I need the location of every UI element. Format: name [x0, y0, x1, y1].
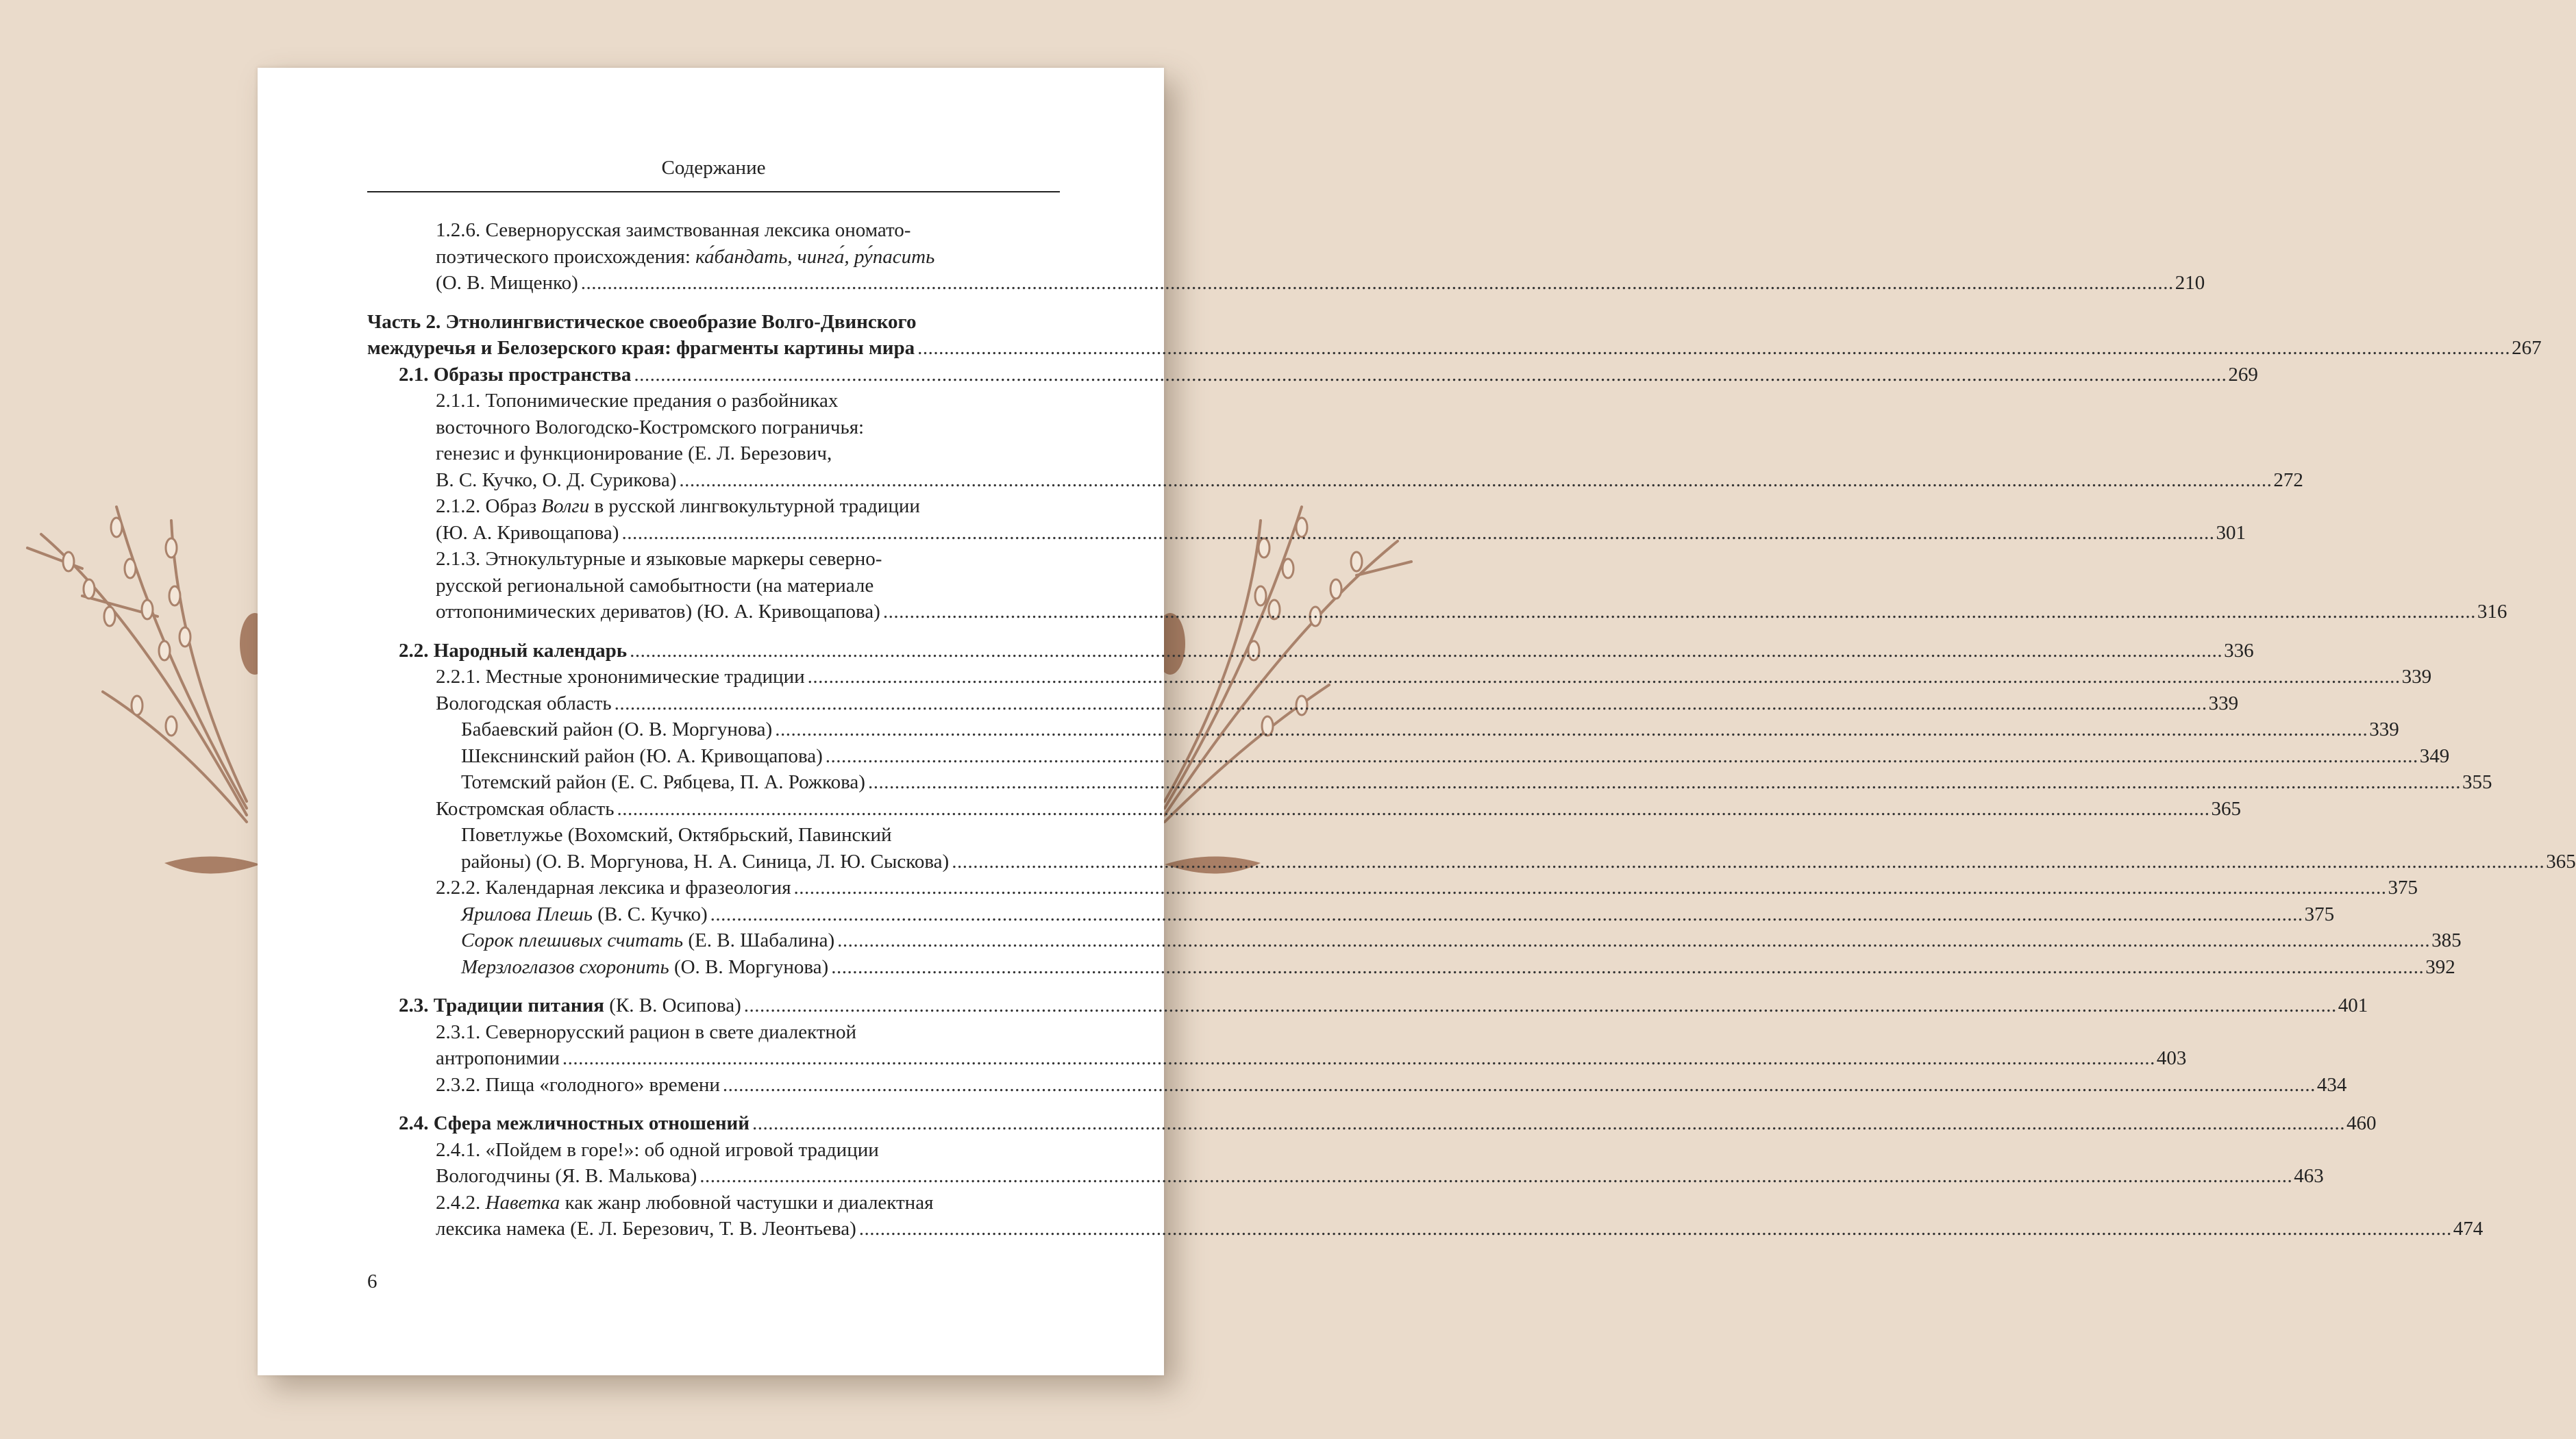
toc-entry [367, 546, 2507, 625]
toc-entry-last-line [399, 362, 2258, 388]
toc-entry-last-line [461, 849, 2576, 875]
dot-leader: ............................................................................................................................................................................................................................................................................................................ [807, 666, 2401, 688]
toc-entry-italic: Ярилова Плешь [461, 903, 593, 925]
toc-entry [367, 716, 2399, 743]
toc-entry-line: 1.2.6. Северноруcская заимствованная лексика ономато- [436, 219, 911, 241]
toc-entry-last-line [436, 796, 2241, 823]
toc-entry-line: русской региональной самобытности (на материале [436, 574, 874, 597]
dot-leader: ............................................................................................................................................................................................................................................................................................................ [621, 521, 2215, 544]
dot-leader: ............................................................................................................................................................................................................................................................................................................ [867, 771, 2461, 793]
toc-entry-title: 2.3. Традиции питания (К. В. Осипова) [399, 994, 741, 1016]
toc-entry [367, 217, 2205, 297]
toc-entry-line: 2.1.1. Топонимические предания о разбойниках [436, 390, 839, 412]
dot-leader: ............................................................................................................................................................................................................................................................................................................ [831, 955, 2425, 978]
toc-entry [367, 1190, 2484, 1242]
toc-entry-title: Мерзлоглазов схоронить (О. В. Моргунова) [461, 955, 829, 978]
toc-entry-title: 2.4. Сфера межличностных отношений [399, 1112, 750, 1134]
toc-entry [367, 388, 2303, 493]
dot-leader: ............................................................................................................................................................................................................................................................................................................ [710, 903, 2303, 925]
toc-entry-title: 2.2. Народный календарь [399, 639, 628, 662]
toc-entry-last-line [461, 716, 2399, 743]
toc-entry [367, 875, 2418, 901]
toc-entry-title: Сорок плешивых считать (Е. В. Шабалина) [461, 929, 835, 951]
toc-entry [367, 743, 2450, 770]
toc-entry-line: генезис и функционирование (Е. Л. Березович, [436, 442, 832, 464]
toc-page-number: 267 [2512, 337, 2542, 359]
toc-page-number: 460 [2346, 1112, 2377, 1134]
toc-entry-title: лексика намека (Е. Л. Березович, Т. В. Леонтьева) [436, 1218, 856, 1240]
toc-page-number: 339 [2369, 718, 2399, 740]
dot-leader: ............................................................................................................................................................................................................................................................................................................ [793, 877, 2387, 899]
toc-entry-last-line [436, 520, 2246, 547]
toc-page-number: 272 [2273, 468, 2303, 491]
toc-entry [367, 690, 2239, 717]
dot-leader: ............................................................................................................................................................................................................................................................................................................ [614, 692, 2207, 714]
toc-page-number: 339 [2208, 692, 2239, 714]
toc-entry-line: восточного Вологодско-Костромского пограничья: [436, 416, 865, 438]
toc-entry-title: (О. В. Мищенко) [436, 272, 578, 294]
header-rule [367, 191, 1060, 192]
toc-entry-last-line [436, 1045, 2187, 1072]
dot-leader: ............................................................................................................................................................................................................................................................................................................ [722, 1073, 2316, 1096]
toc-entry [367, 927, 2462, 954]
dot-leader: ............................................................................................................................................................................................................................................................................................................ [825, 744, 2418, 767]
toc-page-number: 401 [2338, 994, 2368, 1016]
toc-page-number: 375 [2304, 903, 2335, 925]
toc-entry-title: Бабаевский район (О. В. Моргунова) [461, 718, 773, 740]
book-page [258, 68, 2576, 1375]
toc-entry [367, 954, 2455, 981]
running-head: Содержание [661, 157, 766, 179]
toc-entry-title: Шекснинский район (Ю. А. Кривощапова) [461, 744, 823, 767]
toc-entry-last-line [436, 690, 2239, 717]
toc-entry-last-line [399, 638, 2254, 664]
toc-entry-italic: ка́бандать, чинга́, ру́пасить [695, 245, 935, 268]
toc-entry-italic: Волги [541, 495, 590, 517]
dot-leader: ............................................................................................................................................................................................................................................................................................................ [699, 1165, 2293, 1187]
toc-entry [367, 796, 2241, 823]
toc-entry-last-line [436, 664, 2432, 690]
dot-leader: ............................................................................................................................................................................................................................................................................................................ [743, 994, 2337, 1016]
toc-entry-last-line [436, 270, 2205, 297]
dot-leader: ............................................................................................................................................................................................................................................................................................................ [562, 1047, 2155, 1069]
toc-entry-line: поэтического происхождения: ка́бандать, чинга́, ру́пасить [436, 245, 935, 268]
toc-entry-last-line [461, 927, 2462, 954]
toc-entry-title: районы) (О. В. Моргунова, Н. А. Синица, Л. Ю. Сыскова) [461, 850, 950, 873]
toc-entry-last-line [367, 335, 2542, 362]
dot-leader: ............................................................................................................................................................................................................................................................................................................ [837, 929, 2431, 951]
toc-entry-line: 2.4.1. «Пойдем в горе!»: об одной игровой традиции [436, 1138, 879, 1161]
toc-entry-line: 2.1.2. Образ Волги в русской лингвокультурной традиции [436, 495, 920, 517]
toc-page-number: 365 [2211, 797, 2241, 820]
toc-entry-last-line [461, 901, 2335, 928]
toc-entry-title: Вологодская область [436, 692, 612, 714]
toc-entry-last-line [399, 992, 2368, 1019]
toc-entry-title: 2.1. Образы пространства [399, 363, 632, 386]
toc-entry-title: антропонимии [436, 1047, 560, 1069]
dot-leader: ............................................................................................................................................................................................................................................................................................................ [952, 850, 2545, 873]
toc-entry [367, 362, 2258, 388]
toc-entry-line: 2.4.2. Наветка как жанр любовной частушки и диалектная [436, 1191, 934, 1214]
toc-entry-italic: Мерзлоглазов схоронить [461, 955, 669, 978]
toc-entry-title: 2.2.1. Местные хрононимические традиции [436, 666, 805, 688]
toc-entry-title: (Ю. А. Кривощапова) [436, 521, 619, 544]
toc-entry-title: Ярилова Плешь (В. С. Кучко) [461, 903, 708, 925]
toc-page-number: 434 [2316, 1073, 2347, 1096]
toc-page-number: 336 [2224, 639, 2254, 662]
toc-entry-title: Тотемский район (Е. С. Рябцева, П. А. Рожкова) [461, 771, 865, 793]
toc-entry-bold: 2.3. Традиции питания [399, 994, 604, 1016]
dot-leader: ............................................................................................................................................................................................................................................................................................................ [617, 797, 2210, 820]
toc-entry [367, 992, 2368, 1019]
toc-page-number: 403 [2156, 1047, 2187, 1069]
dot-leader: ............................................................................................................................................................................................................................................................................................................ [917, 337, 2511, 359]
toc-entry [367, 664, 2432, 690]
toc-entry-title: Вологодчины (Я. В. Малькова) [436, 1165, 697, 1187]
toc-entry-last-line [436, 875, 2418, 901]
toc-entry [367, 822, 2576, 875]
toc-page-number: 316 [2477, 601, 2507, 623]
toc-entry-last-line [461, 743, 2450, 770]
toc-entry [367, 901, 2335, 928]
toc-page-number: 339 [2401, 666, 2432, 688]
toc-page-number: 375 [2388, 877, 2418, 899]
toc-page-number: 474 [2453, 1218, 2484, 1240]
toc-page-number: 392 [2425, 955, 2455, 978]
toc-entry [367, 1072, 2347, 1099]
dot-leader: ............................................................................................................................................................................................................................................................................................................ [679, 468, 2272, 491]
toc-entry [367, 309, 2542, 362]
toc-entry [367, 1019, 2187, 1072]
toc-entry-last-line [436, 1163, 2324, 1190]
toc-page-number: 355 [2462, 771, 2492, 793]
toc-entry-italic: Наветка [485, 1191, 560, 1214]
toc-entry-line: Поветлужье (Вохомский, Октябрьский, Павинский [461, 824, 892, 846]
toc-entry-title: Костромская область [436, 797, 615, 820]
toc-page-number: 365 [2546, 850, 2576, 873]
toc-page-number: 210 [2175, 272, 2205, 294]
toc-entry-last-line [436, 1072, 2347, 1099]
toc-entry-title: 2.3.2. Пища «голодного» времени [436, 1073, 720, 1096]
toc-page-number: 269 [2228, 363, 2258, 386]
toc-entry-line: Часть 2. Этнолингвистическое своеобразие Волго-Двинского [367, 310, 917, 333]
toc-entry-last-line [436, 1216, 2484, 1242]
toc-entry-last-line [461, 954, 2455, 981]
dot-leader: ............................................................................................................................................................................................................................................................................................................ [752, 1112, 2345, 1134]
toc-entry-title: оттопонимических дериватов) (Ю. А. Кривощапова) [436, 601, 880, 623]
toc-entry-last-line [399, 1110, 2377, 1137]
dot-leader: ............................................................................................................................................................................................................................................................................................................ [634, 363, 2227, 386]
toc-entry-last-line [436, 599, 2507, 625]
toc-page-number: 301 [2216, 521, 2246, 544]
toc-page-number: 385 [2431, 929, 2462, 951]
toc-entry-title: 2.2.2. Календарная лексика и фразеология [436, 877, 791, 899]
dot-leader: ............................................................................................................................................................................................................................................................................................................ [630, 639, 2223, 662]
toc-entry-title: В. С. Кучко, О. Д. Сурикова) [436, 468, 677, 491]
toc-entry [367, 1110, 2377, 1137]
toc-entry-last-line [436, 467, 2303, 494]
toc-entry [367, 1137, 2324, 1190]
toc-entry [367, 769, 2492, 796]
dot-leader: ............................................................................................................................................................................................................................................................................................................ [882, 601, 2476, 623]
toc-entry-title: междуречья и Белозерского края: фрагменты картины мира [367, 337, 915, 359]
toc-entry-line: 2.1.3. Этнокультурные и языковые маркеры северно- [436, 548, 882, 570]
toc-page-number: 349 [2419, 744, 2450, 767]
toc-entry [367, 638, 2254, 664]
toc-entry-line: 2.3.1. Северноруcский рацион в свете диалектной [436, 1021, 857, 1043]
page-number: 6 [367, 1271, 377, 1292]
toc-entry [367, 493, 2246, 546]
dot-leader: ............................................................................................................................................................................................................................................................................................................ [775, 718, 2368, 740]
table-of-contents [367, 217, 2576, 1242]
dot-leader: ............................................................................................................................................................................................................................................................................................................ [858, 1218, 2452, 1240]
toc-entry-last-line [461, 769, 2492, 796]
dot-leader: ............................................................................................................................................................................................................................................................................................................ [580, 272, 2174, 294]
toc-page-number: 463 [2294, 1165, 2324, 1187]
toc-entry-italic: Сорок плешивых считать [461, 929, 684, 951]
